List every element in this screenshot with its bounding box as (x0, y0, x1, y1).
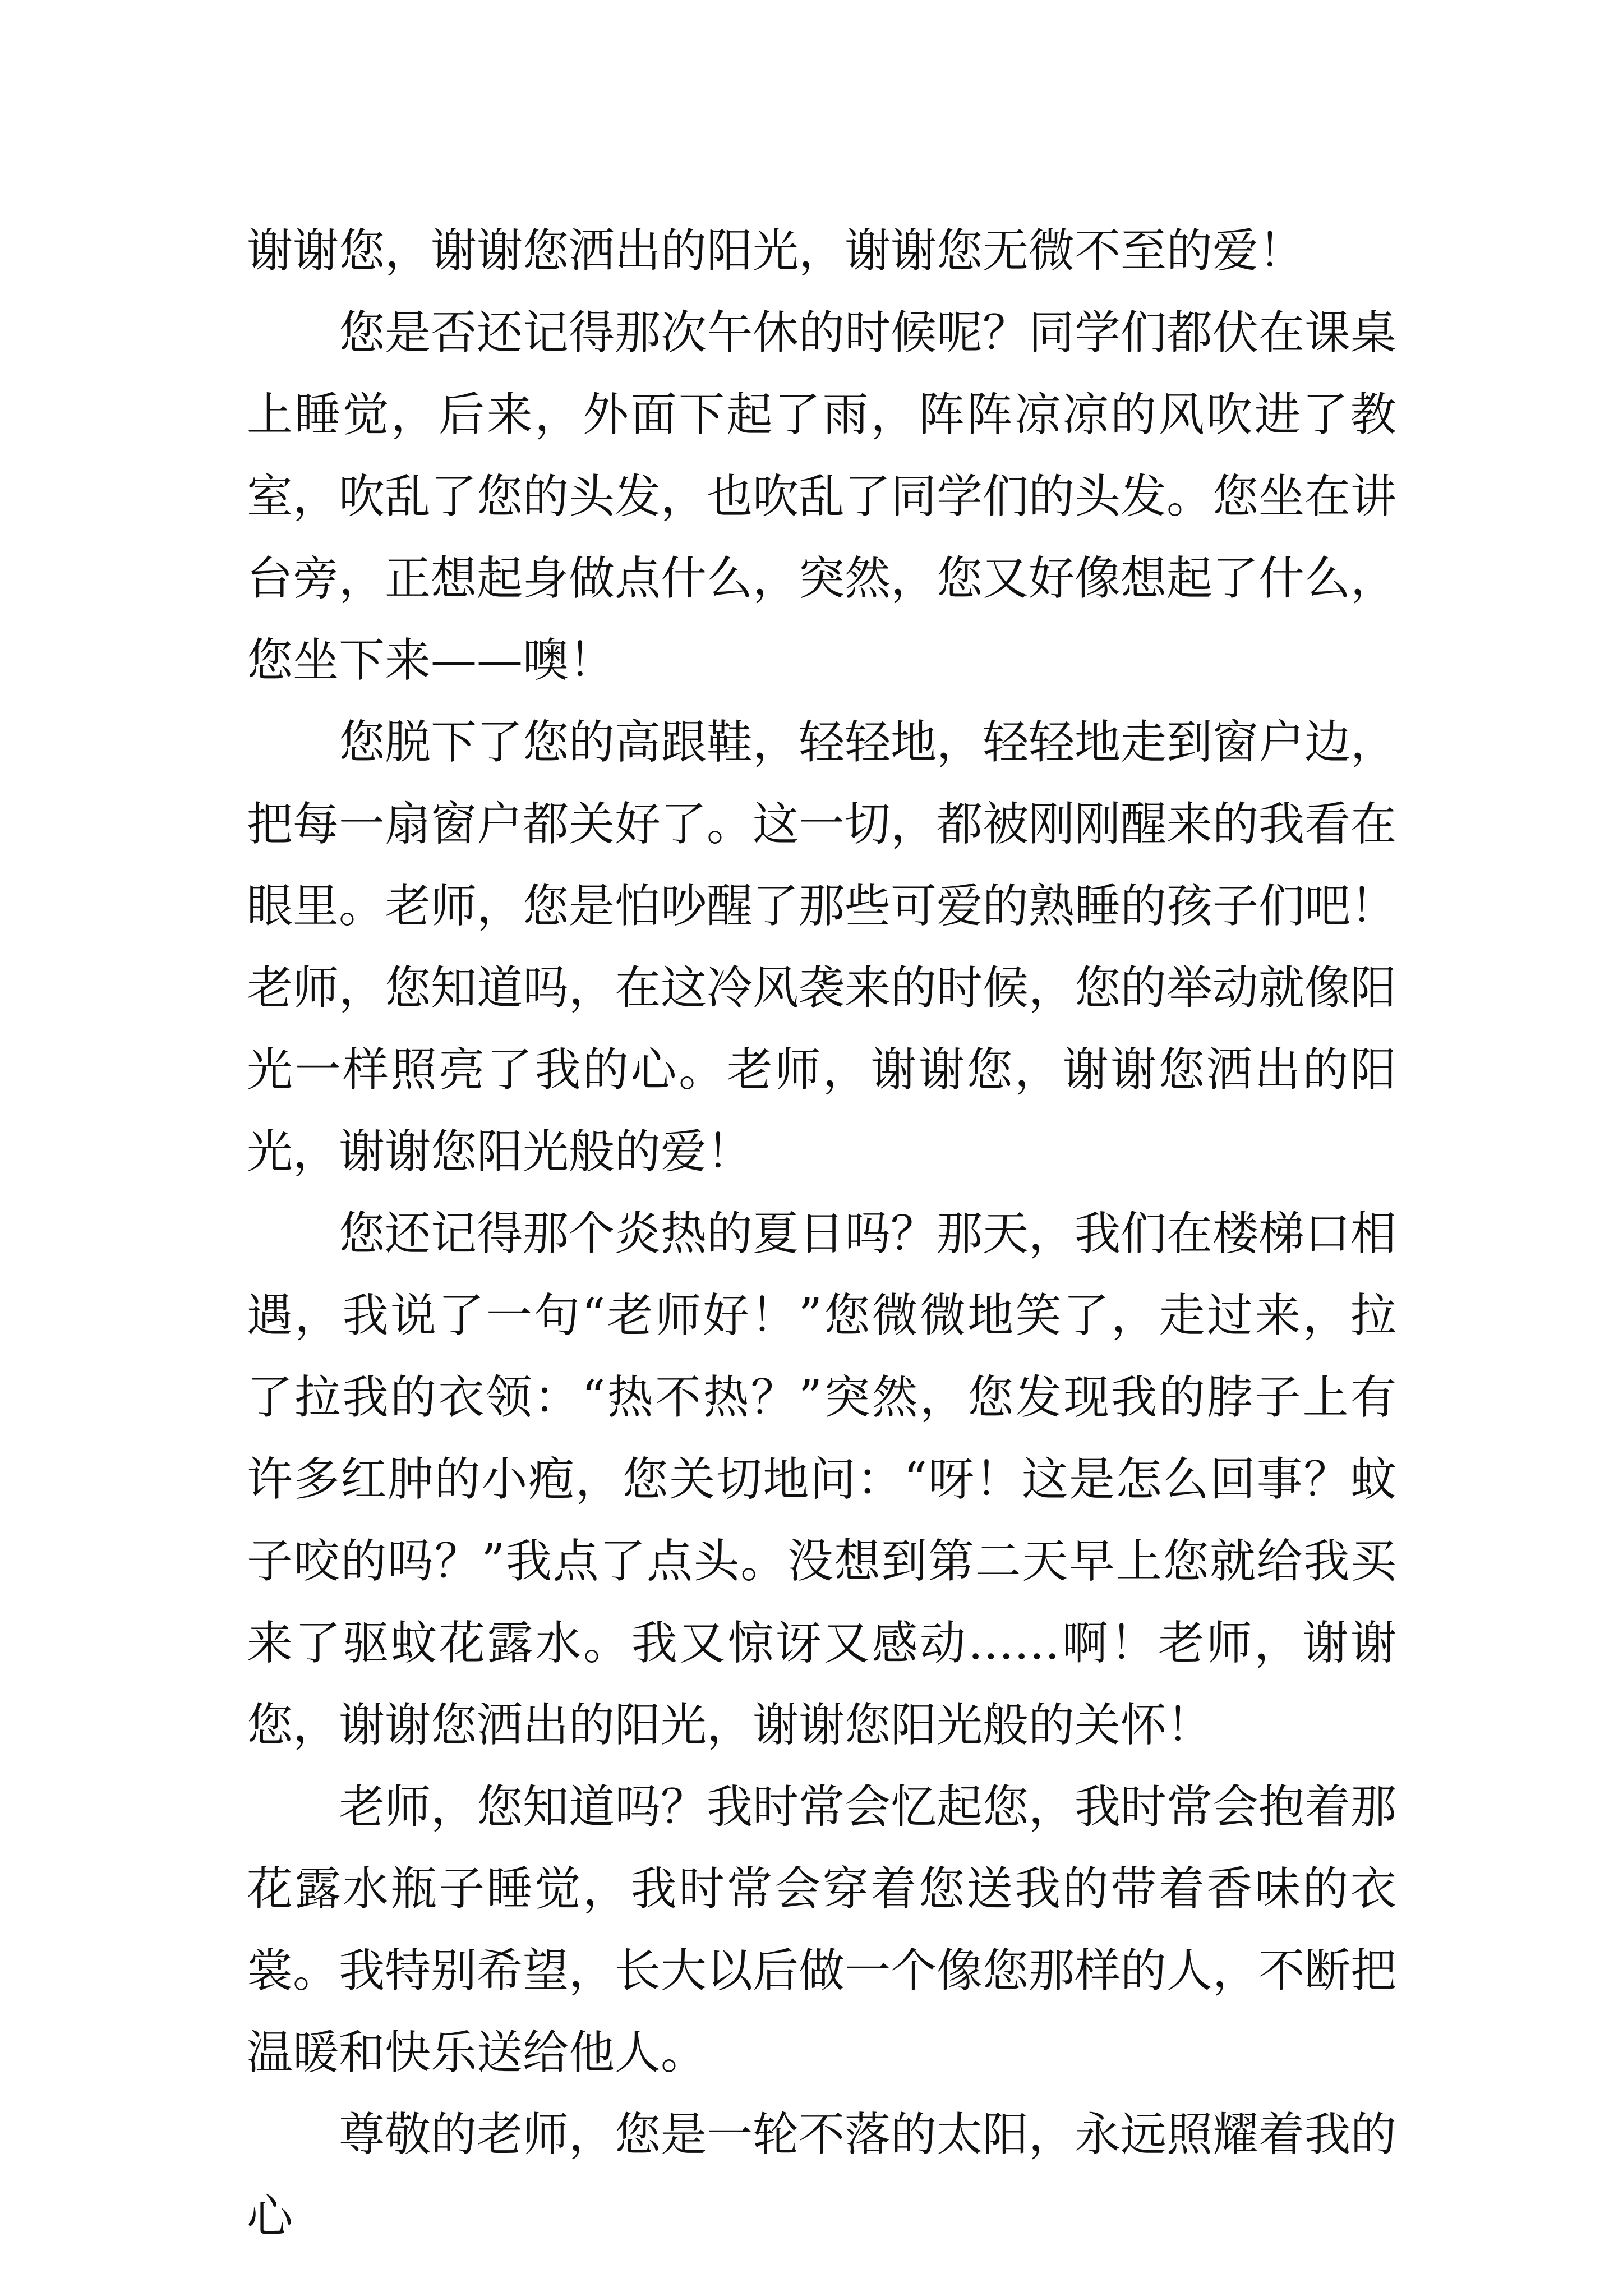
body-text (247, 210, 1396, 2258)
paragraph-5: 老师，您知道吗？我时常会忆起您，我时常会抱着那花露水瓶子睡觉，我时常会穿着您送我的带着香味的衣裳。我特别希望，长大以后做一个像您那样的人，不断把温暖和快乐送给他人。 (247, 1780, 1397, 2079)
paragraph-6: 尊敬的老师，您是一轮不落的太阳，永远照耀着我的心 (247, 2108, 1397, 2243)
paragraph-3: 您脱下了您的高跟鞋，轻轻地，轻轻地走到窗户边，把每一扇窗户都关好了。这一切，都被刚刚醒来的我看在眼里。老师，您是怕吵醒了那些可爱的熟睡的孩子们吧！老师，您知道吗，在这冷风袭来的时候，您的举动就像阳光一样照亮了我的心。老师，谢谢您，谢谢您洒出的阳光，谢谢您阳光般的爱！ (247, 716, 1397, 1179)
paragraph-4: 您还记得那个炎热的夏日吗？那天，我们在楼梯口相遇，我说了一句“老师好！”您微微地笑了，走过来，拉了拉我的衣领：“热不热？”突然，您发现我的脖子上有许多红肿的小疱，您关切地问：“呀！这是怎么回事？蚊子咬的吗？”我点了点头。没想到第二天早上您就给我买来了驱蚊花露水。我又惊讶又感动……啊！老师，谢谢您，谢谢您洒出的阳光，谢谢您阳光般的关怀！ (247, 1207, 1397, 1752)
paragraph-2: 您是否还记得那次午休的时候呢？同学们都伏在课桌上睡觉，后来，外面下起了雨，阵阵凉凉的风吹进了教室，吹乱了您的头发，也吹乱了同学们的头发。您坐在讲台旁，正想起身做点什么，突然，您又好像想起了什么，您坐下来——噢！ (247, 306, 1397, 687)
paragraph-1: 谢谢您，谢谢您洒出的阳光，谢谢您无微不至的爱！ (247, 224, 1305, 278)
